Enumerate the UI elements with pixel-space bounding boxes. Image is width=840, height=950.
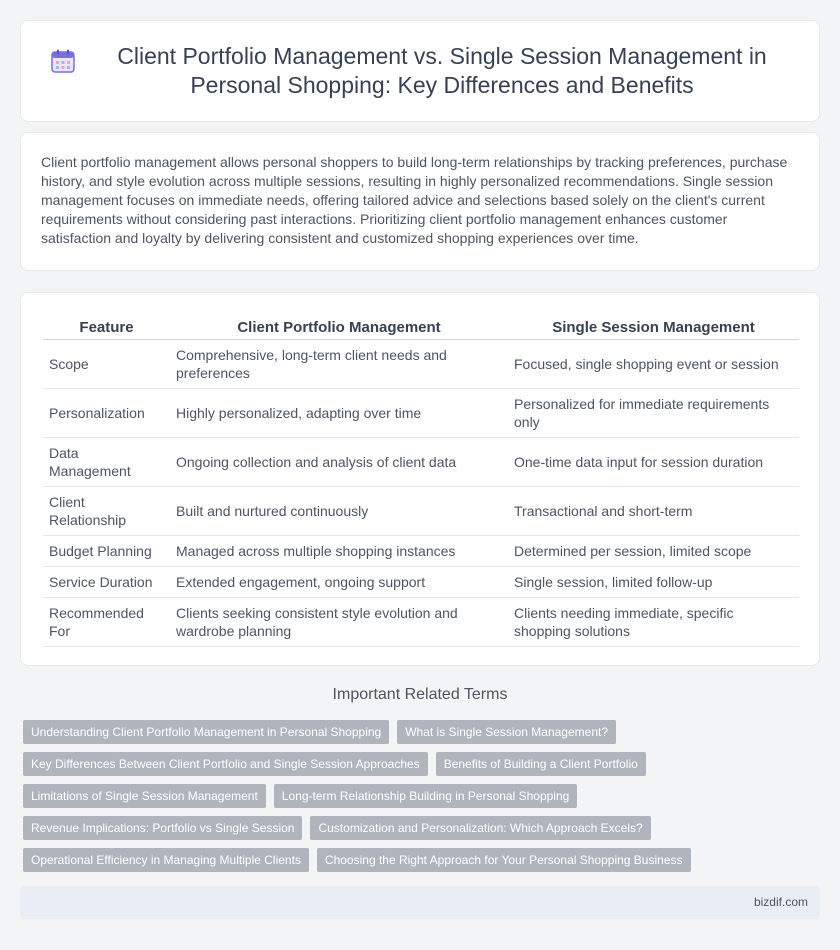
related-term-tag[interactable]: Customization and Personalization: Which Approach Excels? (310, 816, 650, 840)
column-header-feature: Feature (43, 311, 170, 339)
related-term-tag[interactable]: What is Single Session Management? (397, 720, 616, 744)
title-wrap (50, 42, 790, 100)
table-cell-single-session: One-time data input for session duration (508, 437, 799, 486)
table-cell-client-portfolio: Ongoing collection and analysis of client data (170, 437, 508, 486)
tag-row (23, 720, 823, 744)
table-cell-feature: Data Management (43, 437, 170, 486)
intro-card (20, 132, 820, 271)
table-cell-single-session: Clients needing immediate, specific shopping solutions (508, 597, 799, 646)
intro-paragraph: Client portfolio management allows personal shoppers to build long-term relationships by tracking preferences, purchase history, and style evolution across multiple sessions, resulting in highly personalized recommendations. Single session management focuses on immediate needs, offering tailored advice and selections based solely on the client's current requirements without considering past interactions. Prioritizing client portfolio management enhances customer satisfaction and loyalty by delivering consistent and customized shopping experiences over time. (41, 154, 788, 246)
table-header-row (43, 311, 799, 339)
table-row (43, 486, 799, 535)
column-header-single-session: Single Session Management (508, 311, 799, 339)
table-row (43, 566, 799, 597)
table-cell-client-portfolio: Clients seeking consistent style evolution and wardrobe planning (170, 597, 508, 646)
table-cell-client-portfolio: Managed across multiple shopping instances (170, 535, 508, 566)
table-cell-single-session: Transactional and short-term (508, 486, 799, 535)
related-term-tag[interactable]: Key Differences Between Client Portfolio and Single Session Approaches (23, 752, 428, 776)
table-cell-feature: Budget Planning (43, 535, 170, 566)
table-row (43, 535, 799, 566)
table-cell-single-session: Personalized for immediate requirements only (508, 388, 799, 437)
related-term-tag[interactable]: Choosing the Right Approach for Your Personal Shopping Business (317, 848, 691, 872)
comparison-card (20, 292, 820, 666)
comparison-table (43, 311, 799, 647)
table-row (43, 437, 799, 486)
table-cell-feature: Personalization (43, 388, 170, 437)
table-cell-feature: Scope (43, 339, 170, 388)
table-row (43, 388, 799, 437)
title-card (20, 20, 820, 122)
page-title: Client Portfolio Management vs. Single Session Management in Personal Shopping: Key Differences and Benefits (117, 43, 767, 98)
table-cell-client-portfolio: Extended engagement, ongoing support (170, 566, 508, 597)
footer (20, 886, 820, 919)
related-terms-heading: Important Related Terms (332, 686, 508, 703)
footer-site-link[interactable]: bizdif.com (753, 895, 808, 909)
related-term-tag[interactable]: Understanding Client Portfolio Management in Personal Shopping (23, 720, 389, 744)
calendar-icon (50, 48, 76, 74)
related-term-tag[interactable]: Revenue Implications: Portfolio vs Single Session (23, 816, 302, 840)
table-cell-client-portfolio: Comprehensive, long-term client needs and preferences (170, 339, 508, 388)
table-cell-feature: Service Duration (43, 566, 170, 597)
tag-row (23, 752, 823, 776)
table-cell-client-portfolio: Highly personalized, adapting over time (170, 388, 508, 437)
tag-row (23, 848, 823, 872)
related-term-tag[interactable]: Long-term Relationship Building in Personal Shopping (274, 784, 578, 808)
table-row (43, 339, 799, 388)
table-cell-single-session: Focused, single shopping event or session (508, 339, 799, 388)
table-cell-feature: Recommended For (43, 597, 170, 646)
table-cell-client-portfolio: Built and nurtured continuously (170, 486, 508, 535)
table-cell-single-session: Single session, limited follow-up (508, 566, 799, 597)
related-term-tag[interactable]: Benefits of Building a Client Portfolio (436, 752, 646, 776)
tag-row (23, 784, 823, 808)
table-cell-single-session: Determined per session, limited scope (508, 535, 799, 566)
column-header-client-portfolio: Client Portfolio Management (170, 311, 508, 339)
related-term-tag[interactable]: Limitations of Single Session Management (23, 784, 266, 808)
table-row (43, 597, 799, 646)
tag-row (23, 816, 823, 840)
related-term-tag[interactable]: Operational Efficiency in Managing Multiple Clients (23, 848, 309, 872)
related-terms-list (23, 720, 823, 880)
table-cell-feature: Client Relationship (43, 486, 170, 535)
